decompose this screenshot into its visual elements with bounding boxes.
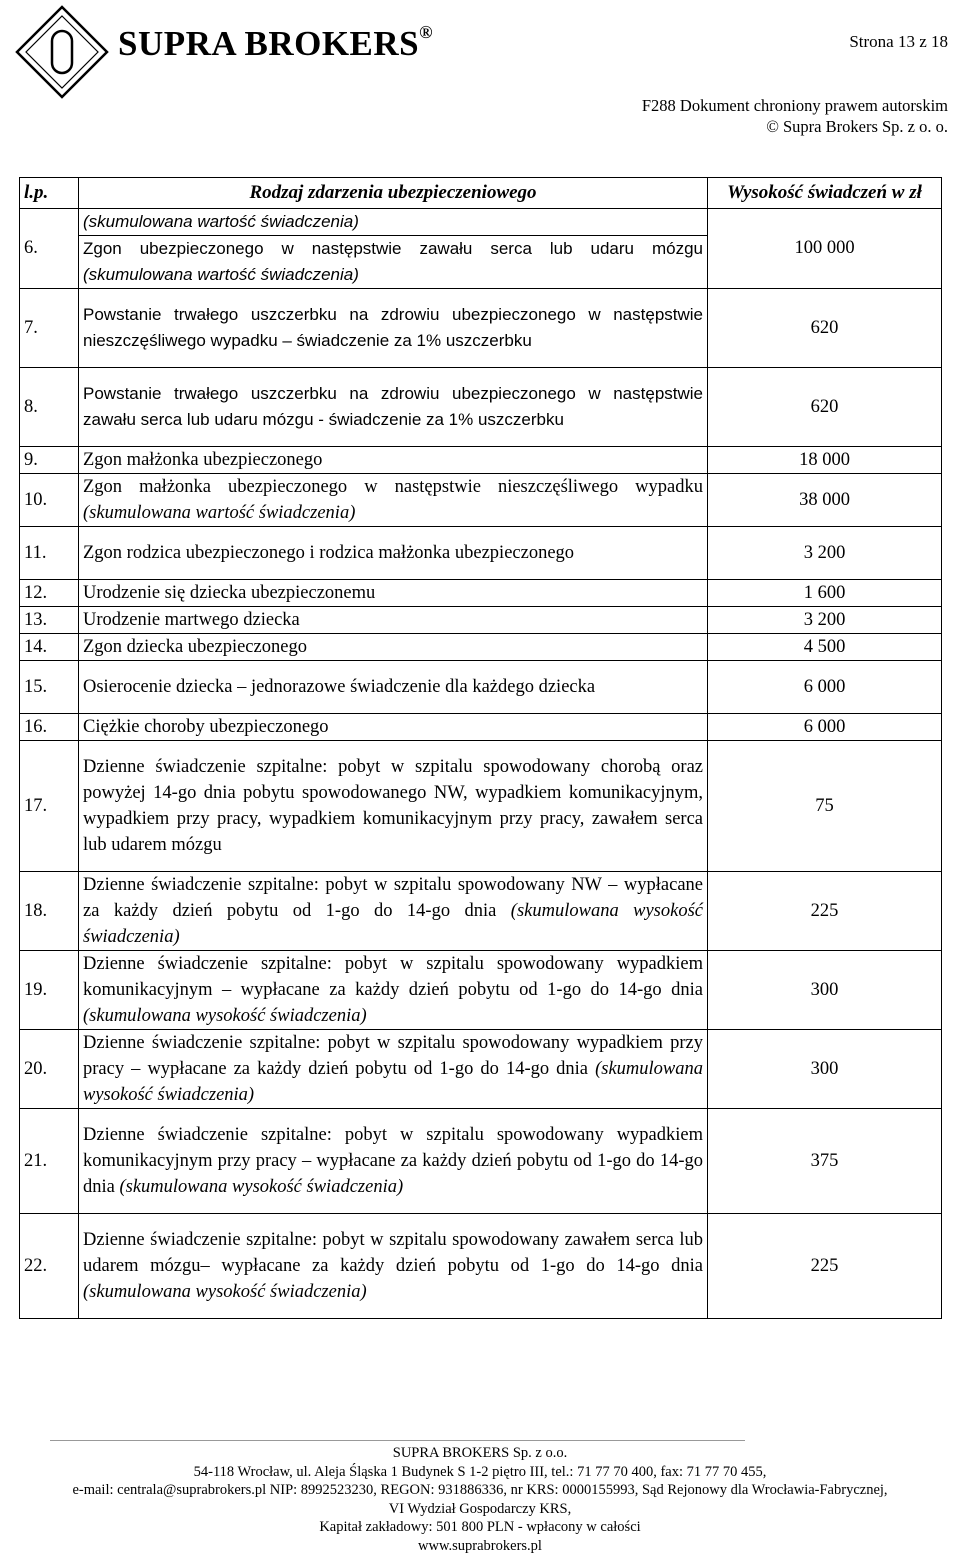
benefits-table bbox=[19, 177, 942, 1319]
row-description: Zgon małżonka ubezpieczonego bbox=[79, 447, 708, 474]
row-number: 7. bbox=[20, 289, 79, 368]
row-description: Zgon dziecka ubezpieczonego bbox=[79, 634, 708, 661]
table-row bbox=[20, 368, 942, 447]
table-row bbox=[20, 951, 942, 1030]
row-description: Dzienne świadczenie szpitalne: pobyt w szpitalu spowodowany wypadkiem komunikacyjnym przy pracy – wypłacane za każdy dzień pobytu od 1-go do 14-go dnia (skumulowana wysokość świadczenia) bbox=[79, 1109, 708, 1214]
row-value: 225 bbox=[708, 872, 942, 951]
continuation-text: (skumulowana wartość świadczenia) bbox=[79, 209, 708, 236]
row-value: 300 bbox=[708, 951, 942, 1030]
row-value: 75 bbox=[708, 741, 942, 872]
table-row bbox=[20, 447, 942, 474]
row-description: Zgon małżonka ubezpieczonego w następstwie nieszczęśliwego wypadku (skumulowana wartość świadczenia) bbox=[79, 474, 708, 527]
table-row bbox=[20, 580, 942, 607]
col-header-event-type: Rodzaj zdarzenia ubezpieczeniowego bbox=[79, 178, 708, 209]
brand-name: SUPRA BROKERS® bbox=[118, 22, 434, 63]
doc-line-1: F288 Dokument chroniony prawem autorskim bbox=[641, 96, 948, 115]
row-value: 3 200 bbox=[708, 607, 942, 634]
row-value: 225 bbox=[708, 1214, 942, 1319]
row-description: Dzienne świadczenie szpitalne: pobyt w szpitalu spowodowany wypadkiem przy pracy – wypłacane za każdy dzień pobytu od 1-go do 14-go dnia (skumulowana wysokość świadczenia) bbox=[79, 1030, 708, 1109]
footer-capital: Kapitał zakładowy: 501 800 PLN - wpłacony w całości bbox=[319, 1519, 641, 1535]
row-description: Dzienne świadczenie szpitalne: pobyt w szpitalu spowodowany wypadkiem komunikacyjnym – wypłacane za każdy dzień pobytu od 1-go do 14-go dnia (skumulowana wysokość świadczenia) bbox=[79, 951, 708, 1030]
table-row bbox=[20, 527, 942, 580]
copyright-note bbox=[642, 95, 948, 137]
table-row bbox=[20, 209, 942, 236]
row-number: 19. bbox=[20, 951, 79, 1030]
footer-address: 54-118 Wrocław, ul. Aleja Śląska 1 Budynek S 1-2 piętro III, tel.: 71 77 70 400, fax: 71 77 70 455, bbox=[193, 1463, 767, 1480]
row-value: 620 bbox=[708, 368, 942, 447]
row-description: Dzienne świadczenie szpitalne: pobyt w szpitalu spowodowany zawałem serca lub udarem mózgu– wypłacane za każdy dzień pobytu od 1-go do 14-go dnia (skumulowana wysokość świadczenia) bbox=[79, 1214, 708, 1319]
row-value: 3 200 bbox=[708, 527, 942, 580]
row-number: 8. bbox=[20, 368, 79, 447]
row-number: 14. bbox=[20, 634, 79, 661]
row-value: 300 bbox=[708, 1030, 942, 1109]
row-value: 38 000 bbox=[708, 474, 942, 527]
supra-brokers-logo-icon bbox=[14, 4, 110, 100]
row-number: 17. bbox=[20, 741, 79, 872]
table-row bbox=[20, 289, 942, 368]
row-description: Urodzenie się dziecka ubezpieczonemu bbox=[79, 580, 708, 607]
table-row bbox=[20, 741, 942, 872]
row-value: 100 000 bbox=[708, 209, 942, 289]
footer-court: VI Wydział Gospodarczy KRS, bbox=[388, 1500, 572, 1517]
table-row bbox=[20, 714, 942, 741]
row-number: 20. bbox=[20, 1030, 79, 1109]
row-description: Osierocenie dziecka – jednorazowe świadczenie dla każdego dziecka bbox=[79, 661, 708, 714]
row-description: Ciężkie choroby ubezpieczonego bbox=[79, 714, 708, 741]
row-value: 620 bbox=[708, 289, 942, 368]
footer-company: SUPRA BROKERS Sp. z o.o. bbox=[392, 1445, 568, 1461]
row-number: 18. bbox=[20, 872, 79, 951]
row-description: Zgon ubezpieczonego w następstwie zawału serca lub udaru mózgu (skumulowana wartość świadczenia) bbox=[79, 236, 708, 289]
page-footer bbox=[0, 1440, 960, 1555]
row-value: 4 500 bbox=[708, 634, 942, 661]
row-value: 1 600 bbox=[708, 580, 942, 607]
col-header-lp: l.p. bbox=[20, 178, 79, 209]
table-row bbox=[20, 1214, 942, 1319]
row-description: Dzienne świadczenie szpitalne: pobyt w szpitalu spowodowany chorobą oraz powyżej 14-go dnia pobytu spowodowanego NW, wypadkiem komunikacyjnym, wypadkiem przy pracy, wypadkiem komunikacyjnym przy pracy, zawałem serca lub udarem mózgu bbox=[79, 741, 708, 872]
page-header bbox=[0, 0, 960, 150]
row-number: 9. bbox=[20, 447, 79, 474]
row-description: Powstanie trwałego uszczerbku na zdrowiu ubezpieczonego w następstwie nieszczęśliwego wypadku – świadczenie za 1% uszczerbku bbox=[79, 289, 708, 368]
footer-registry: e-mail: centrala@suprabrokers.pl NIP: 8992523230, REGON: 931886336, nr KRS: 0000155993, Sąd Rejonowy dla Wrocławia-Fabrycznej, bbox=[72, 1482, 888, 1498]
row-value: 6 000 bbox=[708, 661, 942, 714]
row-number: 22. bbox=[20, 1214, 79, 1319]
row-number: 16. bbox=[20, 714, 79, 741]
table-row bbox=[20, 474, 942, 527]
row-value: 6 000 bbox=[708, 714, 942, 741]
page-number: Strona 13 z 18 bbox=[849, 32, 948, 51]
row-description: Urodzenie martwego dziecka bbox=[79, 607, 708, 634]
table-row bbox=[20, 1030, 942, 1109]
registered-mark: ® bbox=[419, 22, 434, 42]
table-row bbox=[20, 1109, 942, 1214]
table-header-row bbox=[20, 178, 942, 209]
row-number: 11. bbox=[20, 527, 79, 580]
table-row bbox=[20, 607, 942, 634]
doc-line-2: © Supra Brokers Sp. z o. o. bbox=[766, 117, 948, 136]
table-row bbox=[20, 872, 942, 951]
table-row bbox=[20, 661, 942, 714]
row-number: 21. bbox=[20, 1109, 79, 1214]
row-number: 12. bbox=[20, 580, 79, 607]
row-number: 6. bbox=[20, 209, 79, 289]
row-description: Zgon rodzica ubezpieczonego i rodzica małżonka ubezpieczonego bbox=[79, 527, 708, 580]
row-value: 18 000 bbox=[708, 447, 942, 474]
footer-website: www.suprabrokers.pl bbox=[418, 1537, 542, 1554]
row-description: Powstanie trwałego uszczerbku na zdrowiu ubezpieczonego w następstwie zawału serca lub udaru mózgu - świadczenie za 1% uszczerbku bbox=[79, 368, 708, 447]
col-header-amount: Wysokość świadczeń w zł bbox=[708, 178, 942, 209]
row-value: 375 bbox=[708, 1109, 942, 1214]
row-number: 10. bbox=[20, 474, 79, 527]
row-number: 13. bbox=[20, 607, 79, 634]
row-number: 15. bbox=[20, 661, 79, 714]
row-description: Dzienne świadczenie szpitalne: pobyt w szpitalu spowodowany NW – wypłacane za każdy dzień pobytu od 1-go do 14-go dnia (skumulowana wysokość świadczenia) bbox=[79, 872, 708, 951]
table-row bbox=[20, 634, 942, 661]
